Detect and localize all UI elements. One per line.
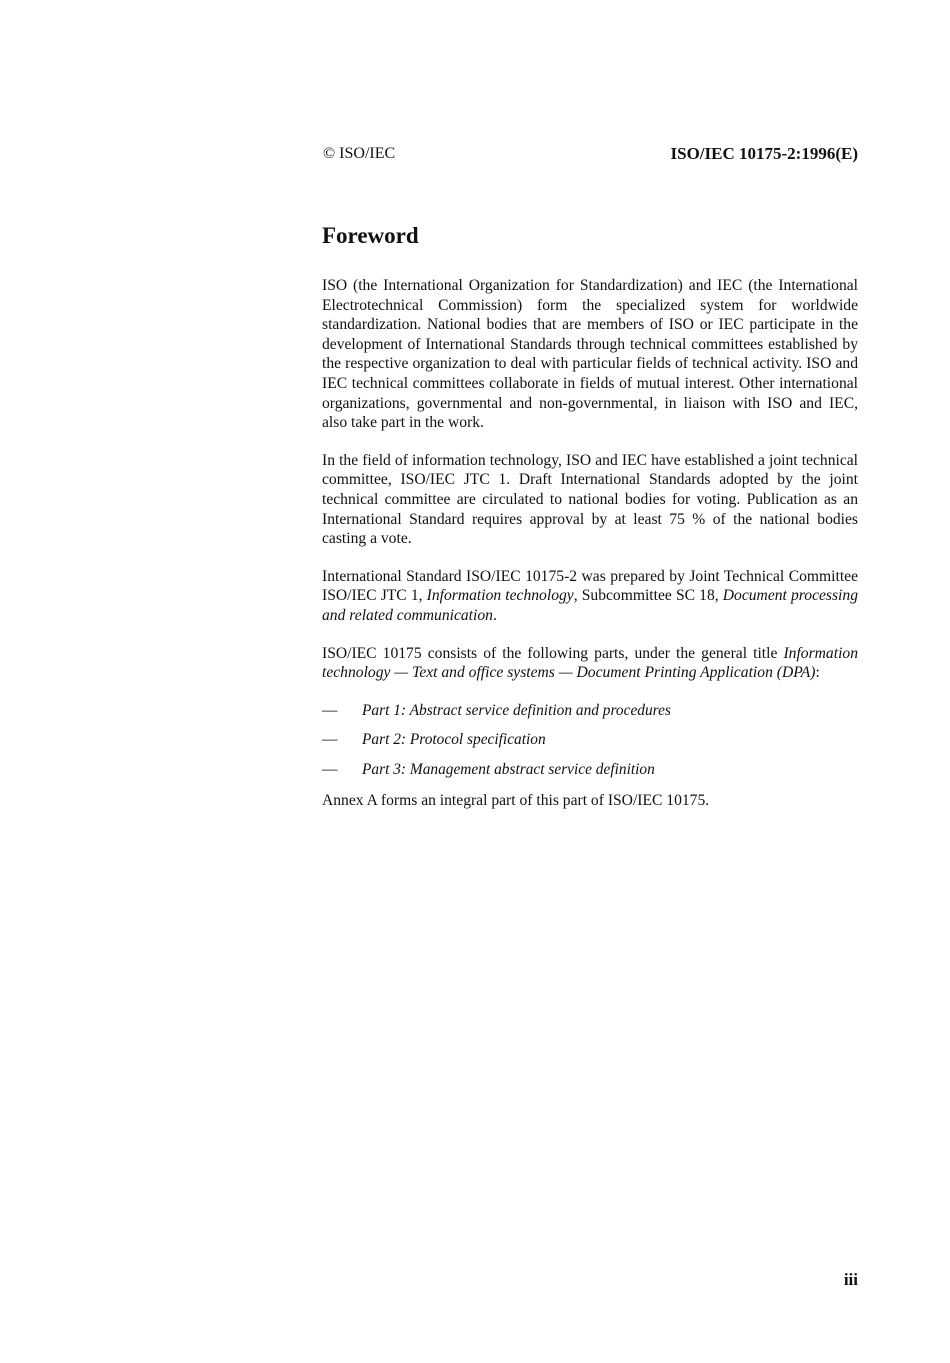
paragraph-prepared-by-text-e: . (492, 606, 497, 624)
list-item (322, 701, 858, 721)
list-dash: — (322, 701, 338, 719)
paragraph-iso-iec-intro: ISO (the International Organization for Standardization) and IEC (the International Electrotechnical Commission) form the specialized system for worldwide standardization. National bodies that are members of ISO or IEC participate in the development of International Standards through technical committees established by the respective organization to deal with particular fields of technical activity. ISO and IEC technical committees collaborate in fields of mutual interest. Other international organizations, governmental and non-governmental, in liaison with ISO and IEC, also take part in the work. (322, 277, 858, 432)
paragraph-annex: Annex A forms an integral part of this part of ISO/IEC 10175. (322, 792, 710, 810)
paragraph-parts-intro (322, 644, 858, 683)
paragraph-parts-intro-text-a: ISO/IEC 10175 consists of the following parts, under the general title (322, 644, 784, 662)
parts-list (322, 701, 858, 780)
paragraph-parts-general-title: Information technology — Text and office systems — Document Printing Application (DPA) (322, 644, 858, 682)
paragraph-prepared-by-subcommittee-title: Document processing and related communication (322, 587, 858, 624)
paragraph-prepared-by-committee-title: Information technology (426, 587, 574, 605)
list-item (322, 730, 858, 750)
paragraph-jtc1: In the field of information technology, ISO and IEC have established a joint technical committee, ISO/IEC JTC 1. Draft International Standards adopted by the joint technical committee are circulated to national bodies for voting. Publication as an International Standard requires approval by at least 75 % of the national bodies casting a vote. (322, 451, 858, 548)
list-item-text: Part 1: Abstract service definition and procedures (362, 701, 671, 719)
header-copyright: © ISO/IEC (323, 145, 396, 162)
list-dash: — (322, 731, 338, 749)
header-standard-number: ISO/IEC 10175-2:1996(E) (670, 144, 858, 163)
page-title: Foreword (322, 223, 419, 248)
paragraph-prepared-by (322, 567, 858, 626)
paragraph-prepared-by-text-c: , Subcommittee SC 18, (573, 587, 723, 605)
paragraph-parts-intro-text-c: : (815, 664, 820, 682)
foreword-section (322, 222, 858, 829)
list-item-text: Part 3: Management abstract service definition (362, 760, 655, 778)
list-item-text: Part 2: Protocol specification (362, 731, 546, 749)
paragraph-prepared-by-text-a: International Standard ISO/IEC 10175-2 was prepared by Joint Technical Committee ISO/IEC JTC 1, (322, 567, 858, 605)
page-number: iii (843, 1270, 858, 1289)
list-item (322, 760, 858, 780)
list-dash: — (322, 760, 338, 778)
